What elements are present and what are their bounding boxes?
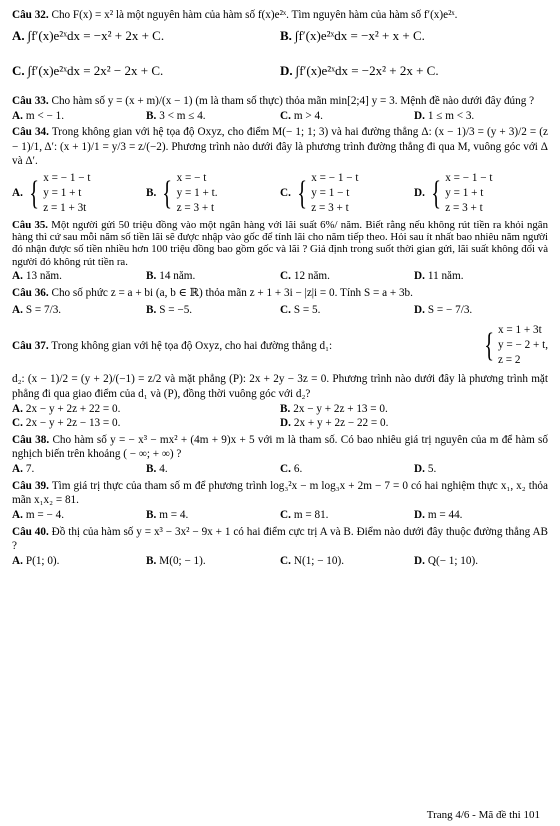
question-40: [12, 525, 548, 569]
question-number: Câu 37.: [12, 339, 49, 352]
option-d: D. 5.: [414, 463, 437, 476]
left-brace-icon: {: [483, 326, 494, 364]
question-38: [12, 433, 548, 477]
question-stem: Đồ thị của hàm số y = x³ − 3x² − 9x + 1 có hai điểm cực trị A và B. Điểm nào dưới đây thuộc đường thẳng AB ?: [12, 525, 548, 553]
question-37: [12, 323, 548, 431]
option-d: D. ∫f′(x)e²ˣdx = −2x² + 2x + C.: [280, 62, 439, 78]
option-d: D. { x = − 1 − t y = 1 + t z = 3 + t: [414, 172, 493, 215]
option-a: A. m < − 1.: [12, 109, 64, 122]
question-number: Câu 39.: [12, 479, 49, 492]
question-stem: Cho số phức z = a + bi (a, b ∈ ℝ) thỏa mãn z + 1 + 3i − |z|i = 0. Tính S = a + 3b.: [51, 286, 413, 299]
option-c: C. m > 4.: [280, 109, 323, 122]
question-number: Câu 33.: [12, 94, 49, 107]
option-a: A. { x = − 1 − t y = 1 + t z = 1 + 3t: [12, 172, 91, 215]
option-d: D. 2x + y + 2z − 22 = 0.: [280, 417, 389, 430]
option-c: C. N(1; − 10).: [280, 555, 345, 568]
question-stem: Cho hàm số y = (x + m)/(x − 1) (m là tham số thực) thỏa mãn min[2;4] y = 3. Mệnh đề nào dưới đây đúng ?: [51, 94, 535, 107]
option-b: B. 3 < m ≤ 4.: [146, 109, 206, 122]
option-b: B. M(0; − 1).: [146, 555, 206, 568]
option-c: C. m = 81.: [280, 509, 329, 522]
option-a: A. S = 7/3.: [12, 303, 62, 316]
option-d: D. 11 năm.: [414, 270, 464, 283]
option-b: B. 2x − y + 2z + 13 = 0.: [280, 403, 388, 416]
question-number: Câu 38.: [12, 433, 50, 446]
option-a: A. m = − 4.: [12, 509, 64, 522]
question-34: [12, 125, 548, 216]
question-33: [12, 94, 548, 124]
option-c: C. 12 năm.: [280, 270, 330, 283]
question-stem: Trong không gian với hệ tọa độ Oxyz, cho điểm M(− 1; 1; 3) và hai đường thẳng Δ: (x − 1)/3 = (y + 3)/2 = (z − 1)/1, Δ′: (x + 1)/1 = y/3 = z/(−2). Phương trình nào dưới đây là phương trình đường thẳng đi qua M, vuông góc với Δ và Δ′.: [12, 126, 548, 167]
option-b: B. m = 4.: [146, 509, 189, 522]
option-d: D. Q(− 1; 10).: [414, 555, 479, 568]
option-b: B. ∫f′(x)e²ˣdx = −x² + x + C.: [280, 28, 425, 44]
option-b: B. S = −5.: [146, 303, 193, 316]
question-stem-continued: d₂: (x − 1)/2 = (y + 2)/(−1) = z/2 và mặt phẳng (P): 2x + 2y − 3z = 0. Phương trình nào dưới đây là phương trình mặt phẳng đi qua giao điểm của d₁ và (P), đồng thời vuông góc với d₂?: [12, 373, 548, 400]
option-c: C. S = 5.: [280, 303, 321, 316]
option-a: A. 2x − y + 2z + 22 = 0.: [12, 403, 121, 416]
option-d: D. 1 ≤ m < 3.: [414, 109, 475, 122]
question-stem: Tìm giá trị thực của tham số m để phương trình log₃²x − m log₃x + 2m − 7 = 0 có hai nghiệm thực x₁, x₂ thỏa mãn x₁x₂ = 81.: [12, 479, 548, 507]
option-c: C. { x = − 1 − t y = 1 − t z = 3 + t: [280, 172, 359, 215]
option-a: A. 7.: [12, 463, 35, 476]
option-b: B. { x = − t y = 1 + t. z = 3 + t: [146, 172, 218, 215]
question-stem: Một người gửi 50 triệu đồng vào một ngân hàng với lãi suất 6%/ năm. Biết rằng nếu không rút tiền ra khỏi ngân hàng thì cứ sau mỗi năm số tiền lãi sẽ được nhập vào gốc để tính lãi cho năm tiếp theo. Hỏi sau ít nhất bao nhiêu năm người đó nhận được số tiền nhiều hơn 100 triệu đồng bao gồm gốc và lãi ? Giả định trong suốt thời gian gửi, lãi suất không đổi và người đó không rút tiền ra.: [12, 218, 549, 268]
page-footer: Trang 4/6 - Mã đề thi 101: [426, 809, 540, 821]
option-a: A. ∫f′(x)e²ˣdx = −x² + 2x + C.: [12, 28, 165, 44]
option-a: A. P(1; 0).: [12, 555, 60, 568]
option-a: A. 13 năm.: [12, 270, 62, 283]
question-number: Câu 34.: [12, 126, 49, 139]
left-brace-icon: {: [297, 174, 307, 212]
question-stem: Cho hàm số y = − x³ − mx² + (4m + 9)x + 5 với m là tham số. Có bao nhiêu giá trị nguyên của m để hàm số nghịch biến trên khoảng ( − ∞; + ∞) ?: [12, 433, 549, 461]
option-d: D. S = − 7/3.: [414, 303, 473, 316]
question-39: [12, 479, 548, 523]
question-number: Câu 40.: [12, 525, 49, 538]
left-brace-icon: {: [431, 174, 441, 212]
option-c: C. ∫f′(x)e²ˣdx = 2x² − 2x + C.: [12, 62, 164, 78]
left-brace-icon: {: [29, 174, 39, 212]
question-35: [12, 219, 548, 284]
question-number: Câu 35.: [12, 218, 48, 231]
question-32: [12, 8, 548, 80]
option-d: D. m = 44.: [414, 509, 463, 522]
line-d1-system: { x = 1 + 3t y = − 2 + t, z = 2: [483, 324, 548, 367]
option-b: B. 14 năm.: [146, 270, 196, 283]
question-number: Câu 36.: [12, 286, 49, 299]
option-c: C. 6.: [280, 463, 303, 476]
exam-page: [12, 0, 548, 569]
question-36: [12, 286, 548, 318]
question-stem: Cho F(x) = x² là một nguyên hàm của hàm số f(x)e²ˣ. Tìm nguyên hàm của hàm số f′(x)e²ˣ.: [51, 9, 458, 21]
option-b: B. 4.: [146, 463, 168, 476]
left-brace-icon: {: [162, 174, 173, 212]
option-c: C. 2x − y + 2z − 13 = 0.: [12, 417, 121, 430]
question-number: Câu 32.: [12, 9, 49, 21]
question-stem: Trong không gian với hệ tọa độ Oxyz, cho hai đường thẳng d₁:: [51, 339, 333, 352]
